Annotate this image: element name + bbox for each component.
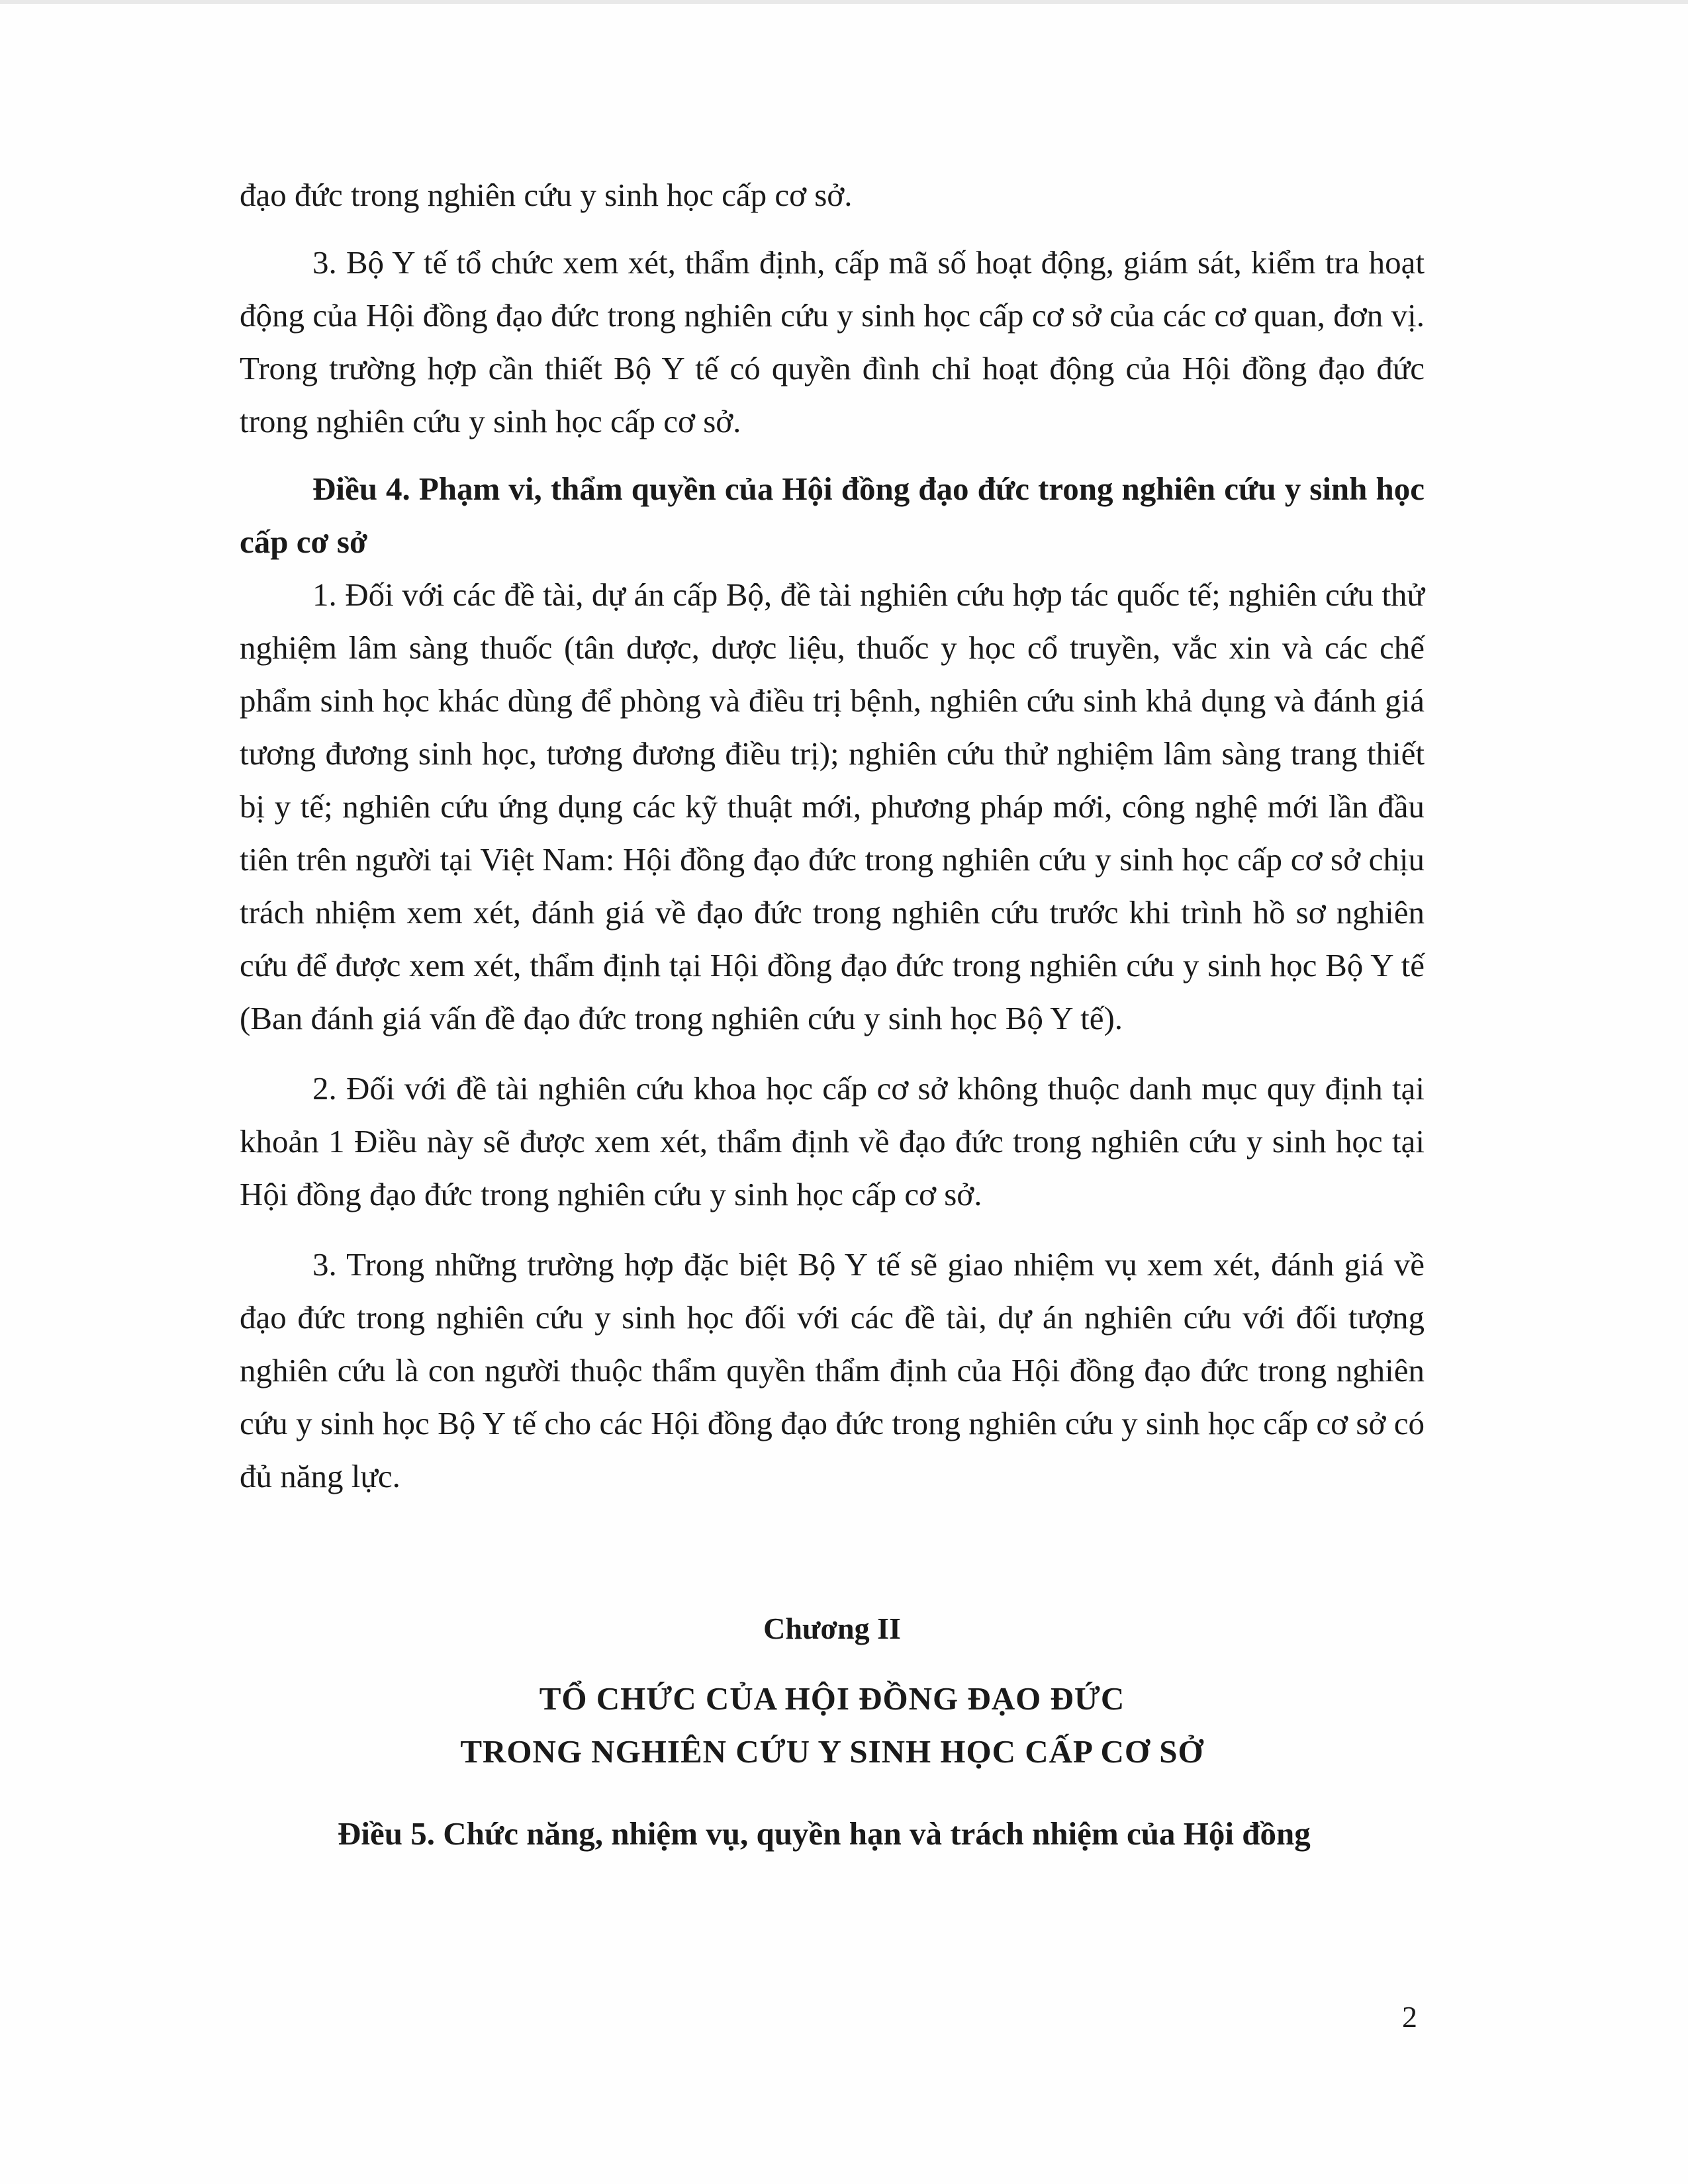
chapter-title-line-2: TRONG NGHIÊN CỨU Y SINH HỌC CẤP CƠ SỞ [460, 1733, 1204, 1770]
intro-line: đạo đức trong nghiên cứu y sinh học cấp cơ sở. [240, 177, 853, 213]
scan-top-edge [0, 0, 1688, 4]
article-4-clause-1: 1. Đối với các đề tài, dự án cấp Bộ, đề tài nghiên cứu hợp tác quốc tế; nghiên cứu thử nghiệm lâm sàng thuốc (tân dược, dược liệu, thuốc y học cổ truyền, vắc xin và các chế phẩm sinh học khác dùng để phòng và điều trị bệnh, nghiên cứu sinh khả dụng và đánh giá tương đương sinh học, tương đương điều trị); nghiên cứu thử nghiệm lâm sàng trang thiết bị y tế; nghiên cứu ứng dụng các kỹ thuật mới, phương pháp mới, công nghệ mới lần đầu tiên trên người tại Việt Nam: Hội đồng đạo đức trong nghiên cứu y sinh học cấp cơ sở chịu trách nhiệm xem xét, đánh giá về đạo đức trong nghiên cứu trước khi trình hồ sơ nghiên cứu để được xem xét, thẩm định tại Hội đồng đạo đức trong nghiên cứu y sinh học Bộ Y tế (Ban đánh giá vấn đề đạo đức trong nghiên cứu y sinh học Bộ Y tế). [240, 576, 1425, 1036]
document-body [240, 169, 1425, 1860]
article-4-clause-3: 3. Trong những trường hợp đặc biệt Bộ Y tế sẽ giao nhiệm vụ xem xét, đánh giá về đạo đức trong nghiên cứu y sinh học đối với các đề tài, dự án nghiên cứu với đối tượng nghiên cứu là con người thuộc thẩm quyền thẩm định của Hội đồng đạo đức trong nghiên cứu y sinh học Bộ Y tế cho các Hội đồng đạo đức trong nghiên cứu y sinh học cấp cơ sở có đủ năng lực. [240, 1246, 1425, 1494]
article-4-heading: Điều 4. Phạm vi, thẩm quyền của Hội đồng đạo đức trong nghiên cứu y sinh học cấp cơ sở [240, 471, 1425, 560]
article-4-clause-2: 2. Đối với đề tài nghiên cứu khoa học cấp cơ sở không thuộc danh mục quy định tại khoản 1 Điều này sẽ được xem xét, thẩm định về đạo đức trong nghiên cứu y sinh học tại Hội đồng đạo đức trong nghiên cứu y sinh học cấp cơ sở. [240, 1070, 1425, 1212]
chapter-label: Chương II [763, 1612, 901, 1645]
chapter-title-line-1: TỔ CHỨC CỦA HỘI ĐỒNG ĐẠO ĐỨC [539, 1680, 1125, 1717]
page-number: 2 [1402, 2000, 1417, 2034]
chapter-header [240, 1602, 1425, 1778]
article-5-heading: Điều 5. Chức năng, nhiệm vụ, quyền hạn và trách nhiệm của Hội đồng [338, 1815, 1311, 1852]
article-3-clause-3: 3. Bộ Y tế tổ chức xem xét, thẩm định, cấp mã số hoạt động, giám sát, kiểm tra hoạt động của Hội đồng đạo đức trong nghiên cứu y sinh học cấp cơ sở của các cơ quan, đơn vị. Trong trường hợp cần thiết Bộ Y tế có quyền đình chỉ hoạt động của Hội đồng đạo đức trong nghiên cứu y sinh học cấp cơ sở. [240, 244, 1425, 439]
